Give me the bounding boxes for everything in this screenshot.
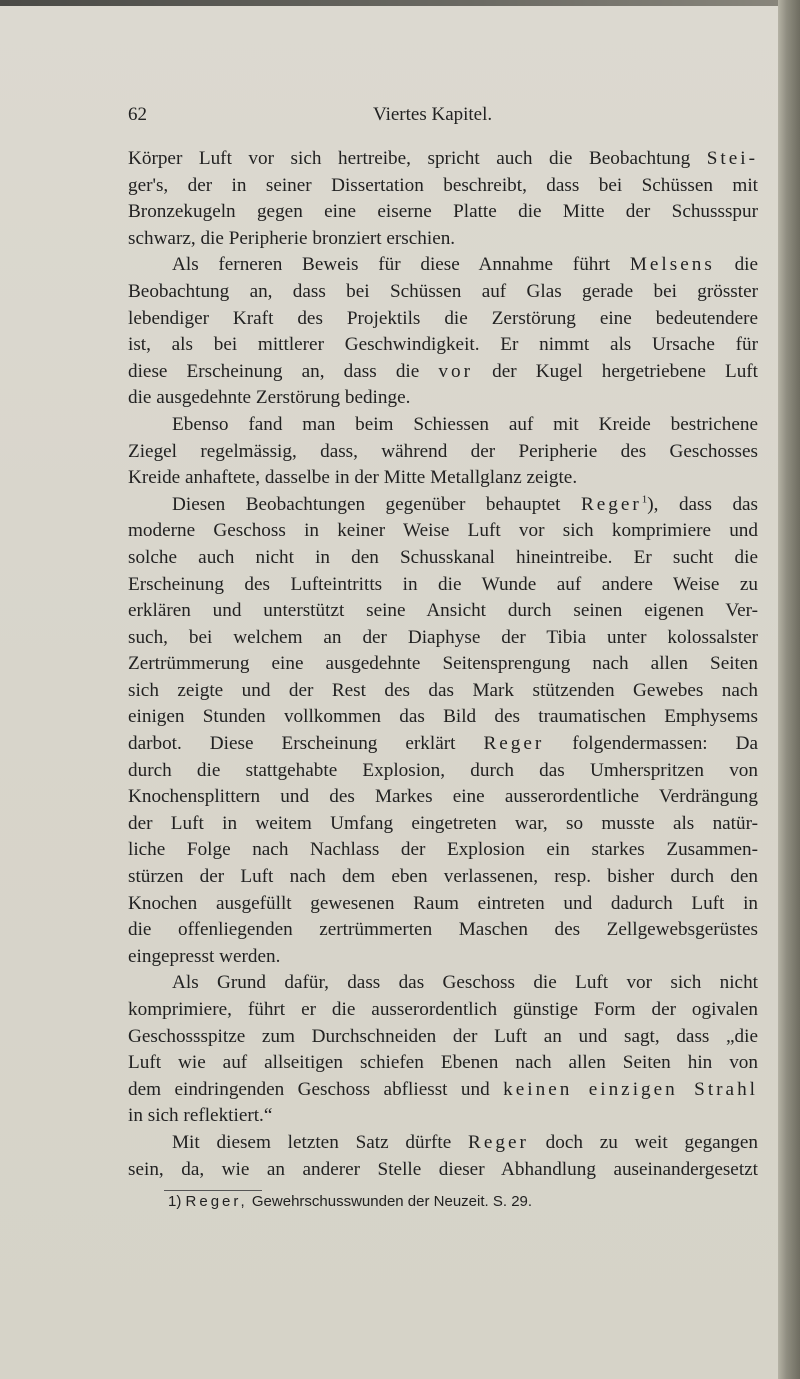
text-line: Ebenso fand man beim Schiessen auf mit Kreide bestrichene xyxy=(172,413,758,435)
text-line: Mit diesem letzten Satz dürfte Reger doch zu weit gegangen xyxy=(172,1131,758,1153)
body-text xyxy=(128,146,758,1183)
text-line: Ziegel regelmässig, dass, während der Peripherie des Geschosses xyxy=(128,440,758,462)
text-line: Kreide anhaftete, dasselbe in der Mitte Metallglanz zeigte. xyxy=(128,467,578,489)
text-line: durch die stattgehabte Explosion, durch das Umherspritzen von xyxy=(128,759,758,781)
text-line: einigen Stunden vollkommen das Bild des traumatischen Emphysems xyxy=(128,706,758,728)
text-line: stürzen der Luft nach dem eben verlassenen, resp. bisher durch den xyxy=(128,866,758,888)
text-line: diese Erscheinung an, dass die vor der Kugel hergetriebene Luft xyxy=(128,360,759,382)
page-header xyxy=(128,104,758,134)
text-line: sich zeigte und der Rest des das Mark stützenden Gewebes nach xyxy=(128,679,758,701)
footnote-author: Reger, xyxy=(185,1193,248,1210)
text-line: Beobachtung an, dass bei Schüssen auf Glas gerade bei grösster xyxy=(128,280,758,302)
text-line: ist, als bei mittlerer Geschwindigkeit. Er nimmt als Ursache für xyxy=(128,334,758,356)
footnote-reference: 1 xyxy=(641,493,648,506)
running-head: Viertes Kapitel. xyxy=(373,104,493,125)
text-line: Erscheinung des Lufteintritts in die Wunde auf andere Weise zu xyxy=(128,573,758,595)
text-line: lebendiger Kraft des Projektils die Zerstörung eine bedeutendere xyxy=(128,307,758,329)
text-line: dem eindringenden Geschoss abfliesst und keinen einzigen Strahl xyxy=(128,1078,758,1100)
page-number: 62 xyxy=(128,104,147,125)
text-line: Diesen Beobachtungen gegenüber behauptet Reger$^1$), dass das xyxy=(172,493,759,515)
text-line: ger's, der in seiner Dissertation beschreibt, dass bei Schüssen mit xyxy=(128,174,758,196)
text-line: Knochen ausgefüllt gewesenen Raum eintreten und dadurch Luft in xyxy=(128,892,758,914)
text-line: schwarz, die Peripherie bronziert erschien. xyxy=(128,227,456,249)
text-line: solche auch nicht in den Schusskanal hineintreibe. Er sucht die xyxy=(128,546,758,568)
text-line: Körper Luft vor sich hertreibe, spricht auch die Beobachtung Stei- xyxy=(128,148,758,169)
page-top-edge xyxy=(0,0,800,6)
text-line: in sich reflektiert.“ xyxy=(128,1105,273,1127)
text-line: Bronzekugeln gegen eine eiserne Platte die Mitte der Schussspur xyxy=(128,201,758,223)
text-line: liche Folge nach Nachlass der Explosion ein starkes Zusammen- xyxy=(128,839,758,861)
text-line: such, bei welchem an der Diaphyse der Tibia unter kolossalster xyxy=(128,626,758,648)
text-line: erklären und unterstützt seine Ansicht durch seinen eigenen Ver- xyxy=(128,600,758,622)
text-line: Zertrümmerung eine ausgedehnte Seitensprengung nach allen Seiten xyxy=(128,653,758,675)
text-line: Geschossspitze zum Durchschneiden der Luft an und sagt, dass „die xyxy=(128,1025,758,1047)
text-line: die ausgedehnte Zerstörung bedinge. xyxy=(128,387,411,409)
text-line: Als Grund dafür, dass das Geschoss die Luft vor sich nicht xyxy=(172,972,758,994)
text-line: darbot. Diese Erscheinung erklärt Reger folgendermassen: Da xyxy=(128,733,758,755)
footnote-number: 1) xyxy=(168,1193,182,1210)
text-line: komprimiere, führt er die ausserordentlich günstige Form der ogivalen xyxy=(128,999,758,1020)
text-line: die offenliegenden zertrümmerten Maschen des Zellgewebsgerüstes xyxy=(128,919,758,941)
footnote-text: Gewehrschusswunden der Neuzeit. S. 29. xyxy=(251,1193,533,1210)
footnote-divider xyxy=(164,1190,262,1191)
text-line: moderne Geschoss in keiner Weise Luft vor sich komprimiere und xyxy=(128,520,758,542)
text-line: sein, da, wie an anderer Stelle dieser Abhandlung auseinandergesetzt xyxy=(128,1158,758,1180)
text-line: Als ferneren Beweis für diese Annahme führt Melsens die xyxy=(172,254,759,276)
footnote xyxy=(168,1193,532,1210)
text-line: der Luft in weitem Umfang eingetreten war, so musste als natür- xyxy=(128,812,758,834)
text-line: Luft wie auf allseitigen schiefen Ebenen nach allen Seiten hin von xyxy=(128,1052,758,1074)
text-line: eingepresst werden. xyxy=(128,945,281,967)
text-line: Knochensplittern und des Markes eine ausserordentliche Verdrängung xyxy=(128,786,758,808)
page-binding-edge xyxy=(778,0,800,1379)
